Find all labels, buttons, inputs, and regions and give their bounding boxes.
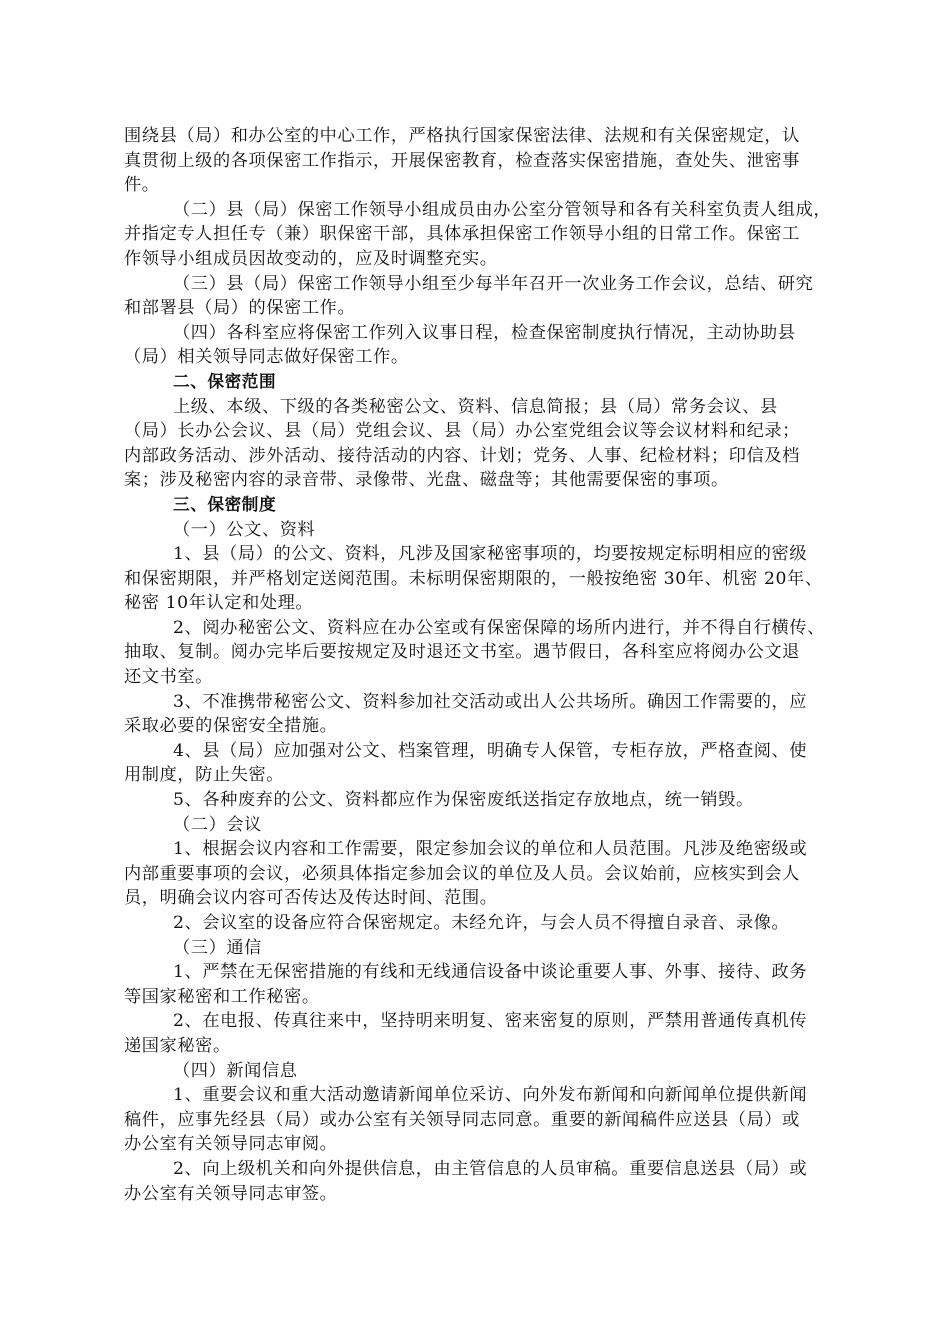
text-line: 采取必要的保密安全措施。 bbox=[124, 716, 338, 737]
text-line: （一）公文、资料 bbox=[173, 519, 316, 540]
text-line: 办公室有关领导同志审签。 bbox=[124, 1183, 338, 1204]
section-heading: 二、保密范围 bbox=[173, 371, 277, 391]
text-line: 还文书室。 bbox=[124, 667, 213, 688]
text-line: （三）县（局）保密工作领导小组至少每半年召开一次业务工作会议，总结、研究 bbox=[173, 273, 814, 294]
text-line: 1、县（局）的公文、资料，凡涉及国家秘密事项的，均要按规定标明相应的密级 bbox=[173, 544, 808, 565]
text-line: 等国家秘密和工作秘密。 bbox=[124, 986, 320, 1007]
text-line: （三）通信 bbox=[173, 937, 262, 958]
text-line: 抽取、复制。阅办完毕后要按规定及时退还文书室。遇节假日，各科室应将阅办公文退 bbox=[124, 642, 800, 663]
text-line: （局）相关领导同志做好保密工作。 bbox=[124, 347, 409, 368]
text-line: （四）新闻信息 bbox=[173, 1060, 298, 1081]
text-line: （局）长办公会议、县（局）党组会议、县（局）办公室党组会议等会议材料和纪录； bbox=[124, 421, 800, 442]
text-line: 秘密 10年认定和处理。 bbox=[124, 593, 314, 614]
text-line: 3、不准携带秘密公文、资料参加社交活动或出人公共场所。确因工作需要的，应 bbox=[173, 691, 808, 712]
text-line: 2、会议室的设备应符合保密规定。未经允许，与会人员不得擅自录音、录像。 bbox=[173, 913, 790, 933]
text-line: 2、阅办秘密公文、资料应在办公室或有保密保障的场所内进行，并不得自行横传、 bbox=[173, 617, 825, 638]
text-line: 和部署县（局）的保密工作。 bbox=[124, 298, 356, 319]
section-heading: 三、保密制度 bbox=[173, 494, 277, 514]
text-line: 用制度，防止失密。 bbox=[124, 765, 285, 786]
text-line: 并指定专人担任专（兼）职保密干部，具体承担保密工作领导小组的日常工作。保密工 bbox=[124, 224, 800, 245]
text-line: 2、在电报、传真往来中，坚持明来明复、密来密复的原则，严禁用普通传真机传 bbox=[173, 1011, 808, 1032]
text-line: （二）县（局）保密工作领导小组成员由办公室分管领导和各有关科室负责人组成， bbox=[173, 199, 832, 220]
text-line: 1、严禁在无保密措施的有线和无线通信设备中谈论重要人事、外事、接待、政务 bbox=[173, 962, 808, 983]
text-line: 员，明确会议内容可否传达及传达时间、范围。 bbox=[124, 888, 498, 909]
text-line: 稿件，应事先经县（局）或办公室有关领导同志同意。重要的新闻稿件应送县（局）或 bbox=[124, 1109, 800, 1130]
text-line: 真贯彻上级的各项保密工作指示，开展保密教育，检查落实保密措施，查处失、泄密事 bbox=[124, 150, 800, 171]
text-line: 案；涉及秘密内容的录音带、录像带、光盘、磁盘等；其他需要保密的事项。 bbox=[124, 470, 729, 491]
text-line: （四）各科室应将保密工作列入议事日程，检查保密制度执行情况，主动协助县 bbox=[173, 322, 796, 343]
text-line: 4、县（局）应加强对公文、档案管理，明确专人保管，专柜存放，严格查阅、使 bbox=[173, 740, 808, 761]
text-line: 作领导小组成员因故变动的，应及时调整充实。 bbox=[124, 248, 498, 269]
text-line: 内部重要事项的会议，必须具体指定参加会议的单位及人员。会议始前，应核实到会人 bbox=[124, 863, 800, 884]
text-line: 件。 bbox=[124, 175, 160, 196]
text-line: 1、根据会议内容和工作需要，限定参加会议的单位和人员范围。凡涉及绝密级或 bbox=[173, 839, 808, 860]
text-line: 递国家秘密。 bbox=[124, 1035, 231, 1056]
text-line: 办公室有关领导同志审阅。 bbox=[124, 1134, 338, 1155]
text-line: 围绕县（局）和办公室的中心工作，严格执行国家保密法律、法规和有关保密规定，认 bbox=[124, 126, 800, 146]
text-line: （二）会议 bbox=[173, 814, 262, 835]
text-line: 2、向上级机关和向外提供信息，由主管信息的人员审稿。重要信息送县（局）或 bbox=[173, 1158, 808, 1179]
text-line: 上级、本级、下级的各类秘密公文、资料、信息简报；县（局）常务会议、县 bbox=[173, 396, 778, 417]
text-line: 内部政务活动、涉外活动、接待活动的内容、计划；党务、人事、纪检材料；印信及档 bbox=[124, 445, 800, 466]
document-page bbox=[124, 124, 860, 1206]
text-line: 和保密期限，并严格划定送阅范围。未标明保密期限的，一般按绝密 30年、机密 20年、 bbox=[124, 568, 823, 589]
text-line: 5、各种废弃的公文、资料都应作为保密废纸送指定存放地点，统一销毁。 bbox=[173, 790, 754, 811]
text-line: 1、重要会议和重大活动邀请新闻单位采访、向外发布新闻和向新闻单位提供新闻 bbox=[173, 1085, 808, 1106]
